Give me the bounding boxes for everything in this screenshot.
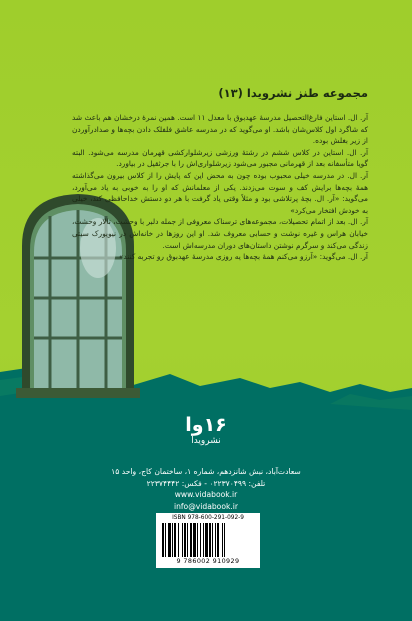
barcode-bar [222,523,223,557]
barcode-bars [162,523,254,557]
barcode-bar [200,523,201,557]
barcode-bar [217,523,219,557]
barcode-bar [187,523,188,557]
blurb-paragraph: آر. ال. استاین در کلاس ششم در رشتهٔ ورزشی زیرشلوارکشی قهرمان مدرسه می‌شود. البته گویا متأسفانه بعد از قهرمانی مجبور می‌شود زیرشلواری‌اش را با جرثقیل در بیاورد. [72,147,368,169]
barcode-bar [197,523,198,557]
barcode-bar [178,523,179,557]
publisher-phone: تلفن: ۰۲۲۳۷۰۴۹۹ - فکس: ۲۲۳۷۴۴۴۲ [146,478,266,488]
publisher-logo [0,414,412,446]
barcode-bar [224,523,225,557]
barcode-bar [215,523,216,557]
publisher-name: نشرویدا [191,436,221,446]
barcode-bar [203,523,204,557]
barcode-bar [205,523,208,557]
barcode-bar [168,523,171,557]
barcode-bar [162,523,164,557]
blurb-text [72,112,368,263]
blurb-paragraph: آر. ال. استاین فارغ‌التحصیل مدرسهٔ عهدبوق با معدل ۱۱ است. همین نمرهٔ درخشان هم باعث شد که شاگرد اول کلاس‌شان باشد. او می‌گوید که در مدرسه عاشق فلفلک دادن بچه‌ها و صدادرآوردن از زیر بغلش بوده. [72,113,368,146]
isbn-label: ISBN 978-600-291-092-9 [172,515,244,521]
barcode-bar [212,523,213,557]
barcode-bar [182,523,183,557]
publisher-address: سعادت‌آباد، نبش شانزدهم، شماره ۱، ساختمان کاج، واحد ۱۵ [111,467,301,476]
blurb-paragraph: آر. ال. در مدرسه خیلی محبوب بوده چون به محض این که پایش را از کلاس بیرون می‌گذاشته همهٔ بچه‌ها برایش کف و سوت می‌زدند. یکی از معلمانش که او را به خوبی به یاد می‌آورد، می‌گوید: «آر. ال. بچهٔ پرتلاشی بود و مثلاً وقتی یاد گرفت با هر دو دستش خداحافظی کند، خیلی به خودش افتخار می‌کرد» [72,170,368,215]
barcode-bar [190,523,192,557]
barcode-bar [174,523,176,557]
barcode-digits: 9 786002 910929 [176,557,240,565]
blurb-paragraph: آر. ال. بعد از اتمام تحصیلات، مجموعه‌های ترسناک معروفی از جمله دلبر با وحشت، تالار وحشت، خیابان هراس و غیره نوشت و حسابی معروف شد. او این روزها در خانه‌اش در نیویورک سیتی زندگی می‌کند و سرگرم نوشتن داستان‌های دوران مدرسه‌اش است. [72,217,368,250]
publisher-logo-mark: ۱۶وا [185,414,227,436]
publisher-contact [0,466,412,512]
series-title: مجموعه طنز نشرویدا (۱۳) [218,86,368,100]
barcode-bar [165,523,166,557]
barcode-bar [209,523,211,557]
publisher-website: www.vidabook.ir [174,490,238,500]
barcode-bar [193,523,196,557]
publisher-email: info@vidabook.ir [173,501,239,511]
isbn-barcode [156,513,260,568]
barcode-bar [184,523,186,557]
blurb-paragraph: آر. ال. می‌گوید: «آرزو می‌کنم همهٔ بچه‌ها یه روزی مدرسهٔ عهدبوق رو تجربه کنند» [118,252,368,262]
barcode-bar [172,523,173,557]
